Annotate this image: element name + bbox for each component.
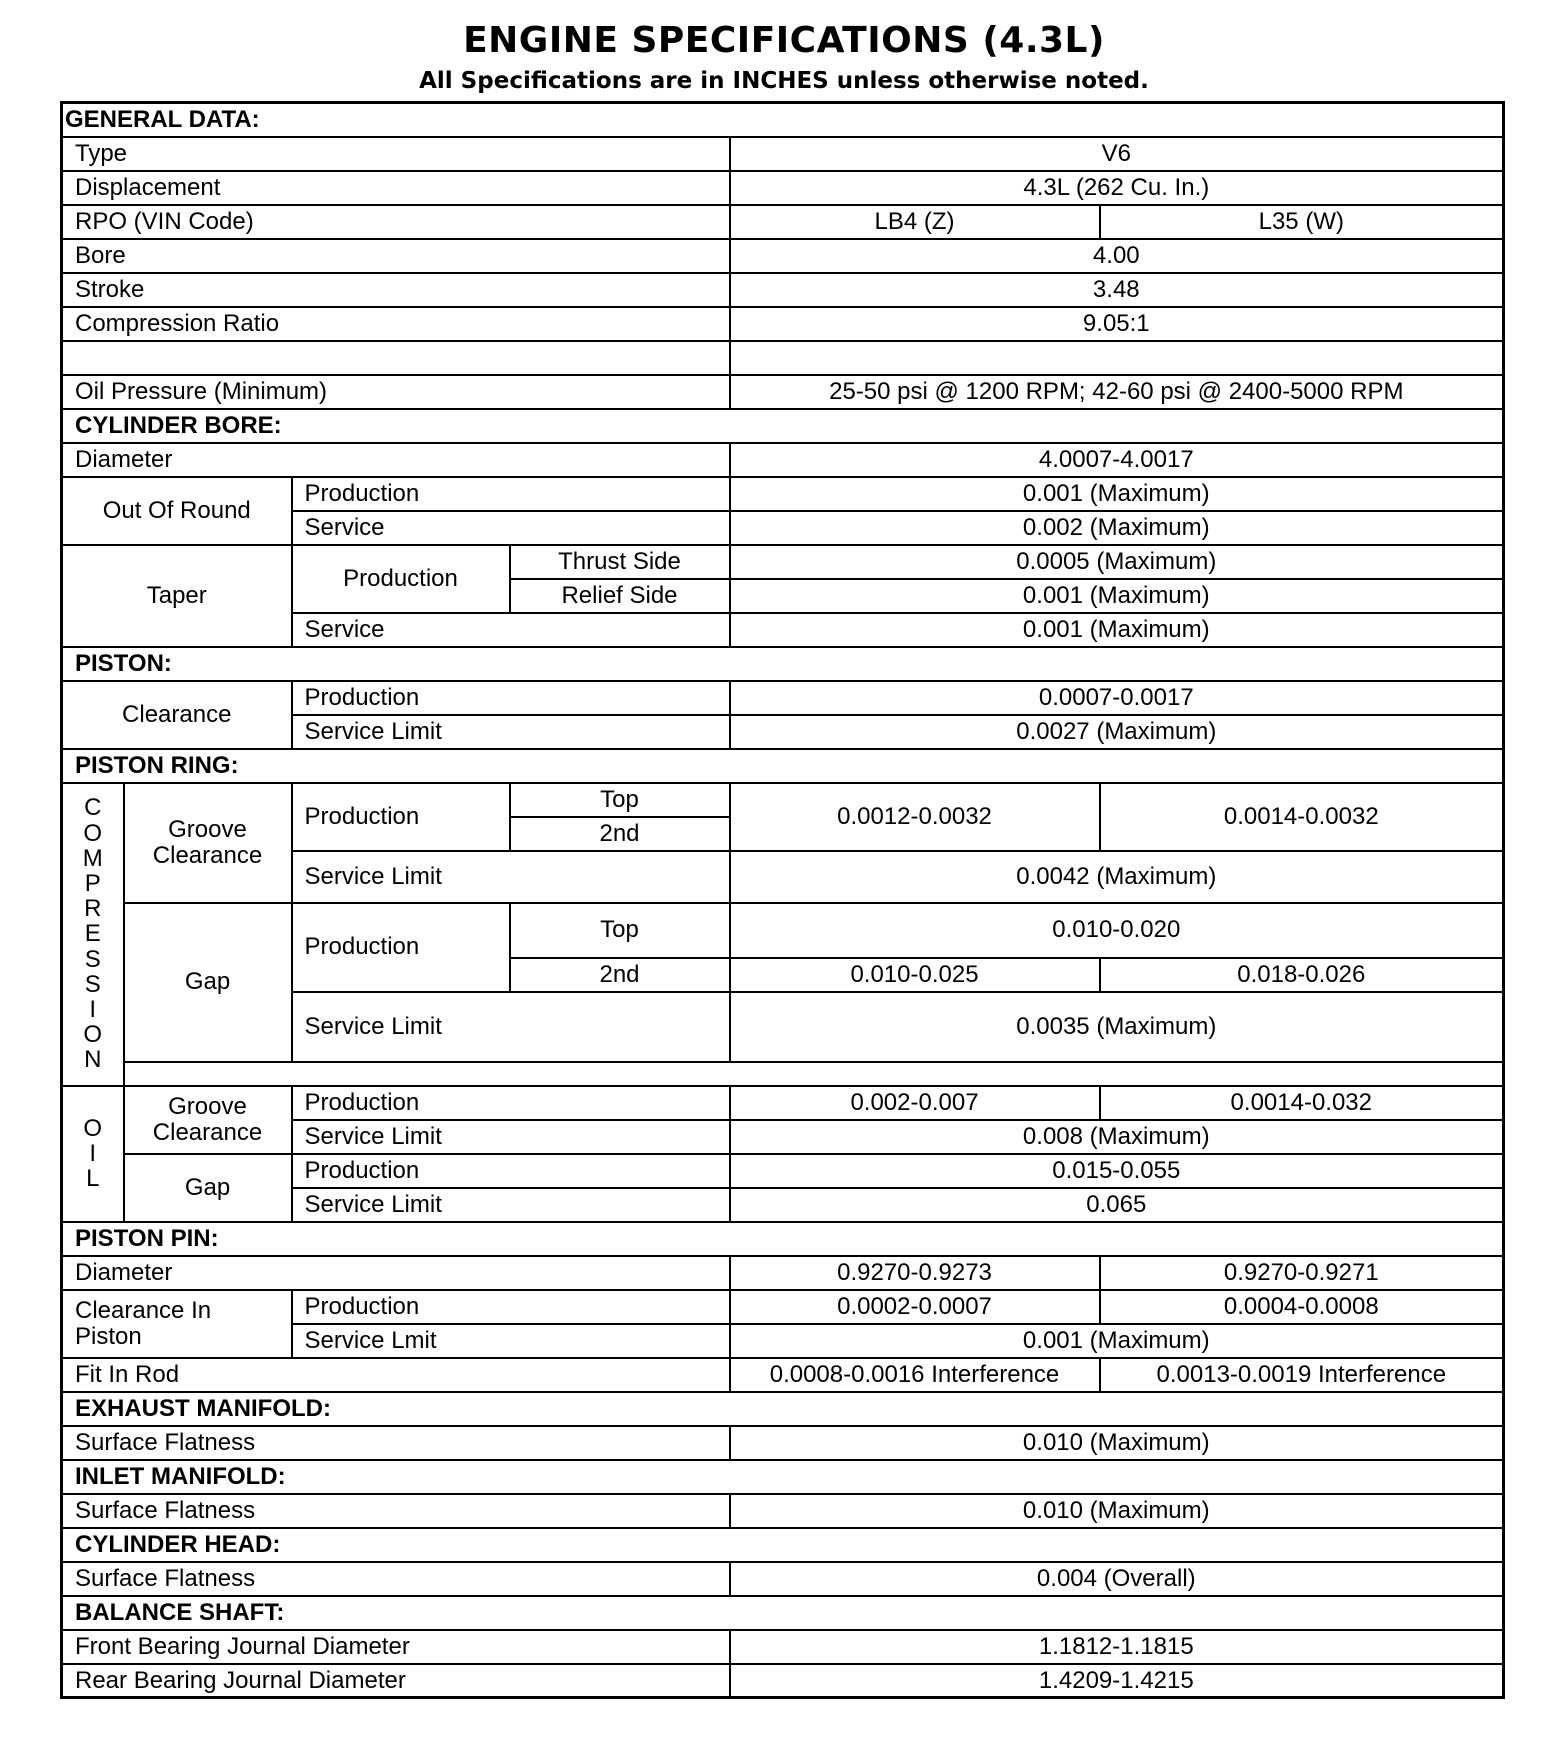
- table-row-blank: [62, 341, 1504, 375]
- table-row: [62, 903, 1504, 958]
- row-label: Type: [62, 137, 730, 171]
- row-label-2nd: 2nd: [510, 817, 730, 851]
- row-value: 0.010 (Maximum): [730, 1426, 1504, 1460]
- row-value: 9.05:1: [730, 307, 1504, 341]
- row-value: 0.001 (Maximum): [730, 613, 1504, 647]
- page-subtitle: All Specifications are in INCHES unless otherwise noted.: [419, 68, 1149, 94]
- table-row: [62, 1426, 1504, 1460]
- row-label: Production: [292, 1086, 730, 1120]
- row-value: 0.010-0.020: [730, 903, 1504, 958]
- group-label-gap: Gap: [124, 903, 292, 1062]
- section-heading: INLET MANIFOLD:: [62, 1460, 1504, 1494]
- row-value: 0.008 (Maximum): [730, 1120, 1504, 1154]
- row-label: Service Limit: [292, 1120, 730, 1154]
- row-value: 0.002 (Maximum): [730, 511, 1504, 545]
- row-label: Oil Pressure (Minimum): [62, 375, 730, 409]
- section-cylinder-head: [62, 1528, 1504, 1562]
- value-l35: 0.0014-0.0032: [1100, 783, 1504, 851]
- value-l35: 0.0004-0.0008: [1100, 1290, 1504, 1324]
- group-label-out-of-round: Out Of Round: [62, 477, 292, 545]
- section-heading: PISTON:: [62, 647, 1504, 681]
- row-value: 0.001 (Maximum): [730, 1324, 1504, 1358]
- section-heading: CYLINDER HEAD:: [62, 1528, 1504, 1562]
- row-value: V6: [730, 137, 1504, 171]
- section-heading: GENERAL DATA:: [62, 103, 1504, 137]
- group-label-clearance: Clearance: [62, 681, 292, 749]
- group-label-groove-clearance: Groove Clearance: [124, 1086, 292, 1154]
- value-l35: 0.018-0.026: [1100, 958, 1504, 992]
- row-label-top: Top: [510, 783, 730, 817]
- section-cylinder-bore: [62, 409, 1504, 443]
- section-balance-shaft: [62, 1596, 1504, 1630]
- row-value: 0.065: [730, 1188, 1504, 1222]
- table-row: [62, 1256, 1504, 1290]
- row-value: 4.0007-4.0017: [730, 443, 1504, 477]
- section-piston-pin: [62, 1222, 1504, 1256]
- table-row: [62, 1630, 1504, 1664]
- row-label: Service Limit: [292, 715, 730, 749]
- section-piston: [62, 647, 1504, 681]
- row-label: Service Limit: [292, 851, 730, 903]
- row-value: 0.0042 (Maximum): [730, 851, 1504, 903]
- table-row: [62, 205, 1504, 239]
- section-general-data: [62, 103, 1504, 137]
- value-lb4: 0.0002-0.0007: [730, 1290, 1100, 1324]
- section-heading: BALANCE SHAFT:: [62, 1596, 1504, 1630]
- section-piston-ring: [62, 749, 1504, 783]
- row-value: 0.001 (Maximum): [730, 579, 1504, 613]
- group-label-taper: Taper: [62, 545, 292, 647]
- row-label: Service: [292, 613, 730, 647]
- column-header-lb4: LB4 (Z): [730, 205, 1100, 239]
- group-label-production: Production: [292, 903, 510, 992]
- row-value: 1.1812-1.1815: [730, 1630, 1504, 1664]
- row-label: Service Limit: [292, 1188, 730, 1222]
- section-heading: EXHAUST MANIFOLD:: [62, 1392, 1504, 1426]
- table-row: [62, 1290, 1504, 1324]
- row-label: Diameter: [62, 1256, 730, 1290]
- row-label-2nd: 2nd: [510, 958, 730, 992]
- table-row: [62, 307, 1504, 341]
- row-label: Surface Flatness: [62, 1562, 730, 1596]
- row-label: RPO (VIN Code): [62, 205, 730, 239]
- value-lb4: 0.9270-0.9273: [730, 1256, 1100, 1290]
- row-label: Compression Ratio: [62, 307, 730, 341]
- table-row: [62, 681, 1504, 715]
- table-row: [62, 1494, 1504, 1528]
- row-label: Fit In Rod: [62, 1358, 730, 1392]
- row-label: Relief Side: [510, 579, 730, 613]
- row-label-top: Top: [510, 903, 730, 958]
- row-label: Front Bearing Journal Diameter: [62, 1630, 730, 1664]
- section-exhaust-manifold: [62, 1392, 1504, 1426]
- row-value: 4.00: [730, 239, 1504, 273]
- value-l35: 0.0014-0.032: [1100, 1086, 1504, 1120]
- table-row: [62, 171, 1504, 205]
- row-label: Displacement: [62, 171, 730, 205]
- table-row: [62, 477, 1504, 511]
- group-label-clearance-in-piston: Clearance In Piston: [62, 1290, 292, 1358]
- table-row: [62, 273, 1504, 307]
- vertical-label-compression: C O M P R E S S I O N: [62, 783, 124, 1086]
- column-header-l35: L35 (W): [1100, 205, 1504, 239]
- group-label-production: Production: [292, 783, 510, 851]
- group-label-production: Production: [292, 545, 510, 613]
- table-row: [62, 783, 1504, 817]
- row-label: Bore: [62, 239, 730, 273]
- value-lb4: 0.0008-0.0016 Interference: [730, 1358, 1100, 1392]
- section-heading: CYLINDER BORE:: [62, 409, 1504, 443]
- table-row-spacer: [62, 1062, 1504, 1086]
- row-value: 0.0005 (Maximum): [730, 545, 1504, 579]
- section-heading: PISTON RING:: [62, 749, 1504, 783]
- value-l35: 0.0013-0.0019 Interference: [1100, 1358, 1504, 1392]
- blank-cell: [730, 341, 1504, 375]
- page-title: ENGINE SPECIFICATIONS (4.3L): [463, 20, 1105, 61]
- table-row: [62, 239, 1504, 273]
- row-label: Surface Flatness: [62, 1426, 730, 1460]
- row-value: 0.010 (Maximum): [730, 1494, 1504, 1528]
- section-inlet-manifold: [62, 1460, 1504, 1494]
- row-label: Thrust Side: [510, 545, 730, 579]
- row-label: Service Lmit: [292, 1324, 730, 1358]
- row-label: Service: [292, 511, 730, 545]
- row-value: 25-50 psi @ 1200 RPM; 42-60 psi @ 2400-5000 RPM: [730, 375, 1504, 409]
- engine-spec-table: [60, 101, 1505, 1699]
- row-label: Production: [292, 1290, 730, 1324]
- group-label-groove-clearance: Groove Clearance: [124, 783, 292, 903]
- row-label: Production: [292, 1154, 730, 1188]
- row-label: Stroke: [62, 273, 730, 307]
- table-row: [62, 1562, 1504, 1596]
- section-heading: PISTON PIN:: [62, 1222, 1504, 1256]
- value-lb4: 0.010-0.025: [730, 958, 1100, 992]
- table-row: [62, 545, 1504, 579]
- row-value: 3.48: [730, 273, 1504, 307]
- vertical-label-oil: O I L: [62, 1086, 124, 1222]
- row-value: 4.3L (262 Cu. In.): [730, 171, 1504, 205]
- row-label: Diameter: [62, 443, 730, 477]
- table-row: [62, 1086, 1504, 1120]
- row-value: 0.015-0.055: [730, 1154, 1504, 1188]
- row-value: 0.004 (Overall): [730, 1562, 1504, 1596]
- value-lb4: 0.002-0.007: [730, 1086, 1100, 1120]
- row-value: 0.0035 (Maximum): [730, 992, 1504, 1062]
- row-label: Production: [292, 477, 730, 511]
- row-value: 0.0007-0.0017: [730, 681, 1504, 715]
- table-row: [62, 375, 1504, 409]
- table-row: [62, 1154, 1504, 1188]
- row-label: Surface Flatness: [62, 1494, 730, 1528]
- table-row: [62, 1664, 1504, 1698]
- row-value: 1.4209-1.4215: [730, 1664, 1504, 1698]
- table-row: [62, 443, 1504, 477]
- row-value: 0.001 (Maximum): [730, 477, 1504, 511]
- group-label-gap: Gap: [124, 1154, 292, 1222]
- row-label: Production: [292, 681, 730, 715]
- blank-cell: [62, 341, 730, 375]
- row-label: Service Limit: [292, 992, 730, 1062]
- table-row: [62, 137, 1504, 171]
- value-lb4: 0.0012-0.0032: [730, 783, 1100, 851]
- row-value: 0.0027 (Maximum): [730, 715, 1504, 749]
- value-l35: 0.9270-0.9271: [1100, 1256, 1504, 1290]
- row-label: Rear Bearing Journal Diameter: [62, 1664, 730, 1698]
- table-row: [62, 1358, 1504, 1392]
